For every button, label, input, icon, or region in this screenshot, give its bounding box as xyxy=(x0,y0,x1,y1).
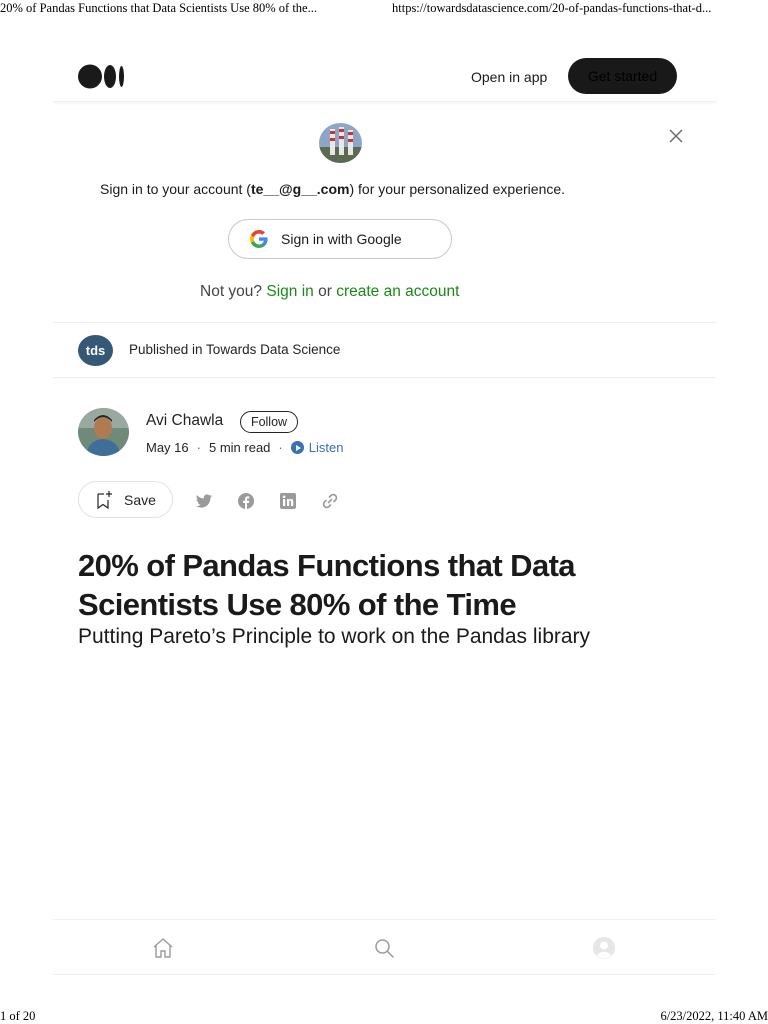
close-icon[interactable] xyxy=(667,127,685,145)
author-name[interactable]: Avi Chawla xyxy=(146,412,224,429)
save-button[interactable] xyxy=(78,481,173,518)
signin-prefix: Sign in to your account ( xyxy=(100,181,251,197)
publish-date: May 16 xyxy=(146,440,189,455)
separator-dot: · xyxy=(278,440,283,455)
play-icon xyxy=(291,441,304,454)
home-icon[interactable] xyxy=(151,936,175,960)
sign-in-with-google-button[interactable] xyxy=(228,219,452,259)
save-label: Save xyxy=(124,491,156,508)
top-navigation xyxy=(53,52,716,102)
google-icon xyxy=(249,229,269,249)
medium-logo-icon[interactable] xyxy=(78,64,126,89)
print-page-number: 1 of 20 xyxy=(0,1009,36,1023)
divider xyxy=(53,377,716,378)
account-avatar xyxy=(319,123,362,163)
link-icon[interactable] xyxy=(321,492,339,510)
article-title: 20% of Pandas Functions that Data Scientists Use 80% of the Time xyxy=(78,548,575,622)
separator-dot: · xyxy=(196,440,201,455)
print-page-url: https://towardsdatascience.com/20-of-pandas-functions-that-d... xyxy=(392,1,712,15)
profile-icon[interactable] xyxy=(592,936,616,960)
not-you-text: Not you? xyxy=(200,283,263,300)
signin-email: te__@g__.com xyxy=(250,181,350,197)
print-datetime: 6/23/2022, 11:40 AM xyxy=(660,1009,768,1023)
signin-message xyxy=(100,181,565,197)
linkedin-icon[interactable] xyxy=(279,492,297,510)
article-meta xyxy=(146,440,343,455)
search-icon[interactable] xyxy=(372,936,396,960)
open-in-app-link[interactable]: Open in app xyxy=(471,69,548,85)
get-started-button[interactable]: Get started xyxy=(568,58,677,94)
read-time: 5 min read xyxy=(208,440,271,455)
listen-button[interactable] xyxy=(291,440,344,455)
facebook-icon[interactable] xyxy=(237,492,255,510)
create-account-link[interactable]: create an account xyxy=(336,283,460,300)
sign-in-link[interactable]: Sign in xyxy=(266,283,314,300)
author-avatar[interactable] xyxy=(78,408,129,456)
bookmark-add-icon xyxy=(94,490,114,510)
publication-logo[interactable]: tds xyxy=(78,335,113,366)
google-button-label: Sign in with Google xyxy=(281,231,402,247)
signin-suffix: ) for your personalized experience. xyxy=(349,181,566,197)
follow-button[interactable]: Follow xyxy=(240,411,298,433)
bottom-navigation xyxy=(53,919,716,975)
publication-label[interactable]: Published in Towards Data Science xyxy=(129,342,341,357)
listen-label: Listen xyxy=(308,440,344,455)
divider xyxy=(53,322,716,323)
print-page-title: 20% of Pandas Functions that Data Scientists Use 80% of the... xyxy=(0,1,317,15)
or-text: or xyxy=(318,283,332,300)
not-you-line xyxy=(200,283,459,301)
twitter-icon[interactable] xyxy=(195,492,213,510)
article-subtitle: Putting Pareto’s Principle to work on the Pandas library xyxy=(78,625,591,648)
